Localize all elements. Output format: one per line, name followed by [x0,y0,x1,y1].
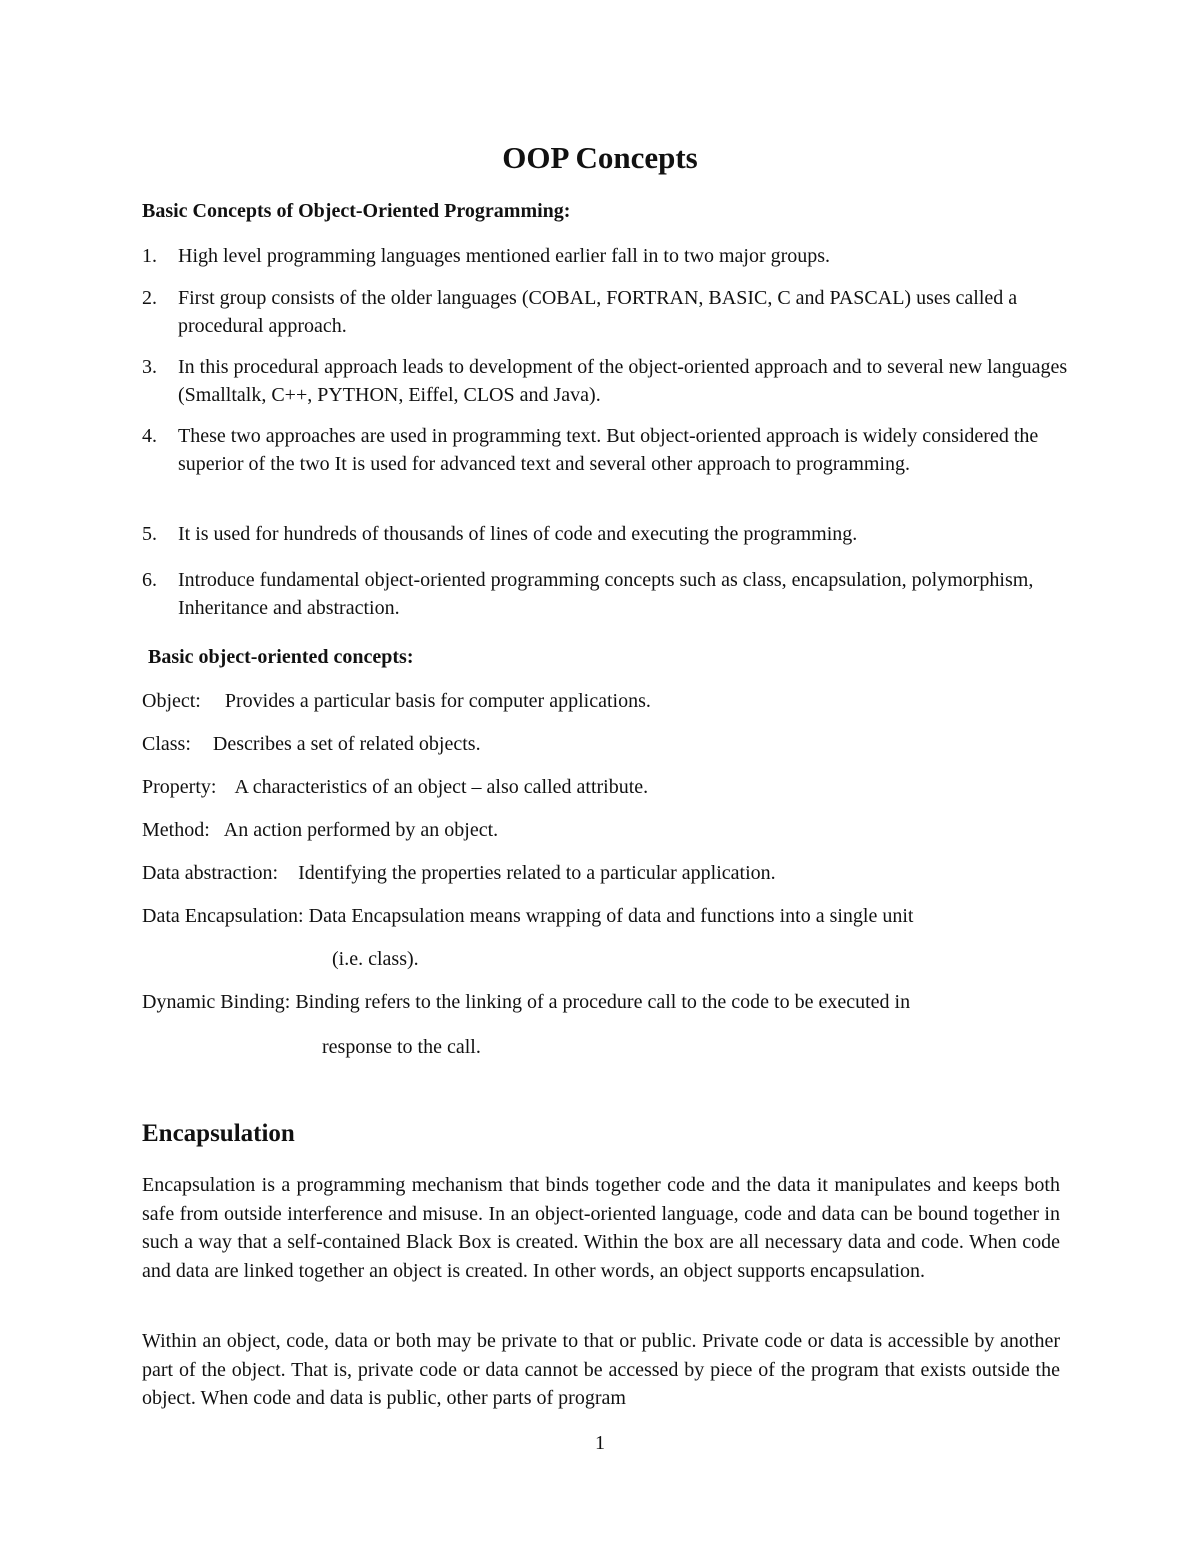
list-text: Introduce fundamental object-oriented programming concepts such as class, encapsulation, polymorphism, Inheritance and abstraction. [178,569,1034,619]
definition-term: Data Encapsulation: [142,905,304,927]
definition-method [142,819,498,842]
definition-property [142,776,648,799]
list-item [142,284,1072,340]
definition-data-abstraction [142,862,776,885]
definition-text: Describes a set of related objects. [212,733,481,755]
definition-term: Property: [142,776,217,798]
section-heading-encapsulation: Encapsulation [142,1120,295,1147]
list-number: 6. [142,569,157,591]
list-item [142,422,1072,478]
definition-text: A characteristics of an object – also called attribute. [234,776,649,798]
definition-term: Class: [142,733,191,755]
definition-term: Method: [142,819,210,841]
list-text: High level programming languages mentioned earlier fall in to two major groups. [178,245,831,267]
list-item [142,520,1072,548]
definition-class [142,733,481,756]
definition-text: Data Encapsulation means wrapping of data and functions into a single unit [308,905,914,927]
list-number: 2. [142,287,157,309]
definition-continuation: response to the call. [322,1036,481,1058]
definition-object [142,690,651,713]
list-item [142,566,1072,622]
list-text: It is used for hundreds of thousands of lines of code and executing the programming. [178,523,858,545]
definition-text: Provides a particular basis for computer applications. [224,690,651,712]
list-number: 5. [142,523,157,545]
list-text: These two approaches are used in programming text. But object-oriented approach is widely considered the superior of the two It is used for advanced text and several other approach to programming. [178,425,1039,475]
definition-text: An action performed by an object. [223,819,499,841]
page-title: OOP Concepts [502,140,698,175]
list-number: 1. [142,245,157,267]
list-text: First group consists of the older languages (COBAL, FORTRAN, BASIC, C and PASCAL) uses called a procedural approach. [178,287,1018,337]
definition-term: Object: [142,690,201,712]
section-heading-object-oriented-concepts: Basic object-oriented concepts: [148,646,414,668]
definition-term: Data abstraction: [142,862,279,884]
definition-text: Identifying the properties related to a particular application. [298,862,776,884]
list-number: 3. [142,356,157,378]
definition-dynamic-binding [142,991,910,1014]
section-heading-basic-concepts: Basic Concepts of Object-Oriented Programming: [142,200,571,222]
paragraph: Encapsulation is a programming mechanism that binds together code and the data it manipulates and keeps both safe from outside interference and misuse. In an object-oriented language, code and data can be bound together in such a way that a self-contained Black Box is created. Within the box are all necessary data and code. When code and data are linked together an object is created. In other words, an object supports encapsulation. [142,1174,1060,1282]
definition-term: Dynamic Binding: [142,991,291,1013]
list-text: In this procedural approach leads to development of the object-oriented approach and to several new languages (Smalltalk, C++, PYTHON, Eiffel, CLOS and Java). [178,356,1068,406]
list-number: 4. [142,425,157,447]
list-item [142,353,1072,409]
page-number: 1 [595,1432,605,1454]
definition-data-encapsulation [142,905,913,928]
list-item [142,242,1072,270]
paragraph: Within an object, code, data or both may be private to that or public. Private code or data is accessible by another part of the object. That is, private code or data cannot be accessed by piece of the program that exists outside the object. When code and data is public, other parts of program [142,1330,1060,1409]
definition-text: Binding refers to the linking of a procedure call to the code to be executed in [295,991,911,1013]
definition-continuation: (i.e. class). [332,948,419,970]
